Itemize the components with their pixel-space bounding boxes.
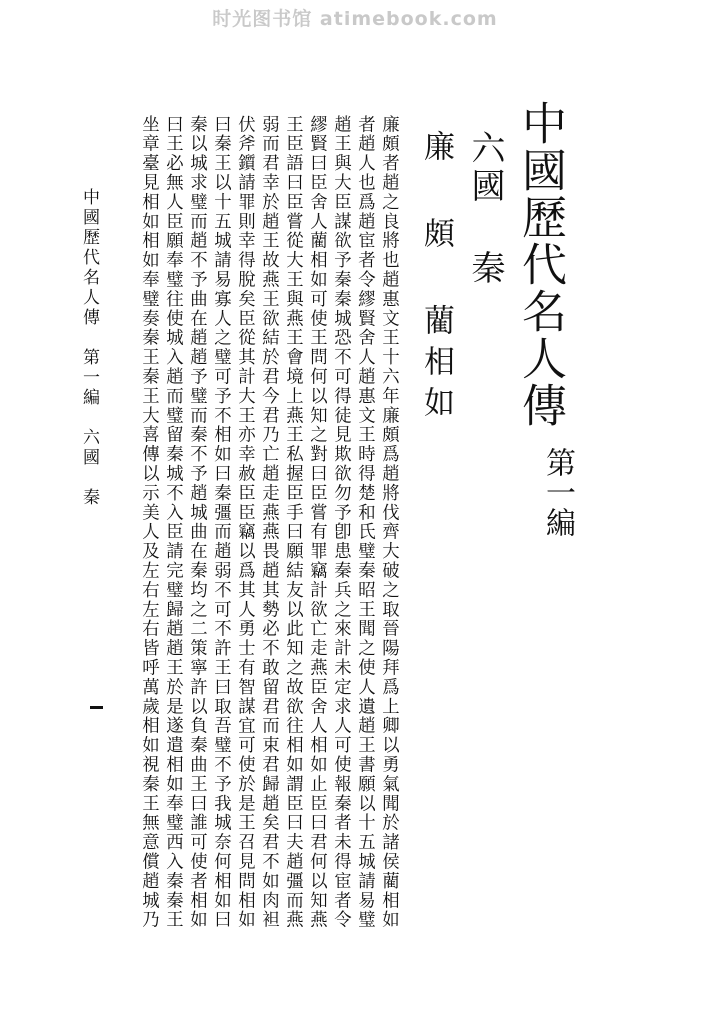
body-column: 者趙人也爲趙宦者令繆賢舍人趙惠文王時得楚和氏璧秦昭王聞之使人遺趙王書願以十五城請易璧	[354, 115, 375, 930]
body-column: 廉頗者趙之良將也趙惠文王十六年廉頗爲趙將伐齊大破之取晉陽拜爲上卿以勇氣聞於諸侯藺相如	[378, 115, 399, 930]
body-column: 秦以城求璧而趙不予曲在趙趙予璧而秦不予趙城曲在秦均之二策寧許以負秦曲王曰誰可使者相如	[186, 115, 207, 930]
chapter-heading: 六國 秦	[465, 130, 505, 288]
running-head: 中國歷代名人傳 第一編 六國 秦	[79, 188, 99, 508]
watermark: 时光图书馆 atimebook.com	[212, 8, 498, 30]
body-column: 曰秦王以十五城請易寡人之璧可予不相如曰秦彊而趙弱不可不許王曰取吾璧不予我城奈何相如曰	[210, 115, 231, 930]
book-title: 中國歷代名人傳	[514, 100, 567, 429]
body-column: 趙王與大臣謀欲予秦秦城恐不可得徒見欺欲勿予卽患秦兵之來計未定求人可使報秦者未得宦者令	[330, 115, 351, 930]
subject-heading: 廉 頗 藺相如	[418, 130, 454, 427]
body-column: 繆賢曰臣舍人藺相如可使王問何以知之對曰臣嘗有罪竊計欲亡走燕臣舍人相如止臣曰君何以知燕	[306, 115, 327, 930]
body-column: 坐章臺見相如相如奉璧奏秦王秦王大喜傳以示美人及左右左右皆呼萬歲相如視秦王無意償趙城乃	[138, 115, 159, 930]
body-column: 王臣語曰臣嘗從大王與燕王會境上燕王私握臣手曰願結友以此知之故欲往相如謂臣曰夫趙彊而燕	[282, 115, 303, 930]
volume-label: 第一編	[540, 447, 575, 537]
body-column: 伏斧鑕請罪則幸得脫矣臣從其計大王亦幸赦臣臣竊以爲其人勇士有智謀宜可使於是王召見問相如	[234, 115, 255, 930]
body-column: 弱而君幸於趙王故燕王欲結於君今君乃亡趙走燕燕畏趙其勢必不敢留君而束君歸趙矣君不如肉袒	[258, 115, 279, 930]
folio-mark	[90, 706, 103, 709]
body-column: 曰王必無人臣願奉璧往使城入趙而璧留秦城不入臣請完璧歸趙趙王於是遂遣相如奉璧西入秦秦王	[162, 115, 183, 930]
